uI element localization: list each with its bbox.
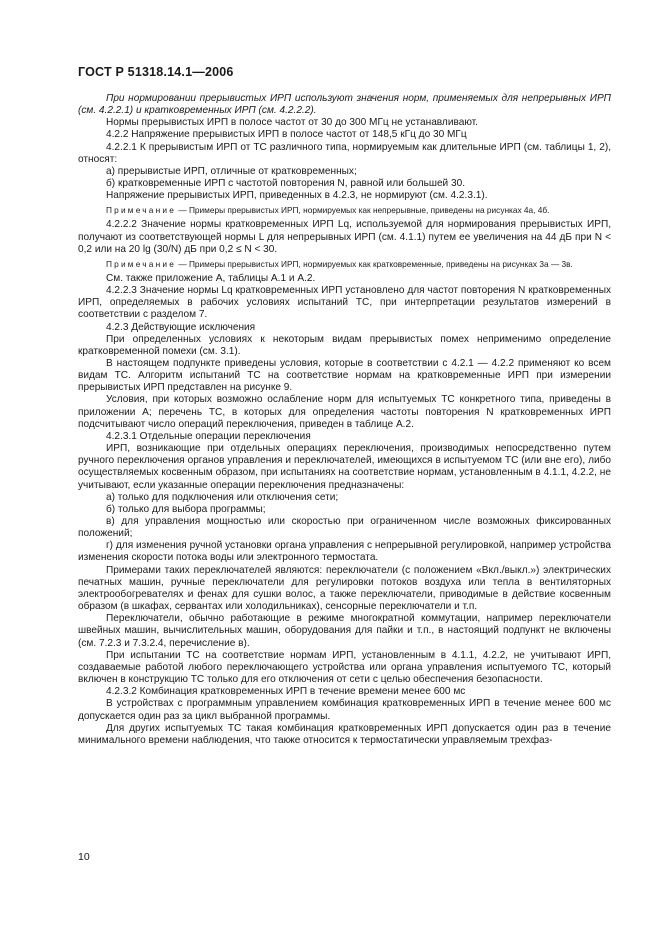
note-label: Примечание bbox=[106, 258, 177, 269]
paragraph: Примерами таких переключателей являются: переключатели (с положением «Вкл./выкл.») электрических печатных машин, ручные переключатели для регулировки потоков воздуха или тепла в вентиляторных электрообогревателях и фенах для сушки волос, а также переключатели, приводимые в действие косвенным образом (в шкафах, сервантах или холодильниках), сенсорные переключатели и т.п. bbox=[78, 564, 611, 613]
note bbox=[78, 205, 611, 216]
paragraph: Условия, при которых возможно ослабление норм для испытуемых ТС конкретного типа, приведены в приложении А; перечень ТС, в которых для определения частоты повторения N кратковременных ИРП подсчитывают число операций переключения, приведен в таблице А.2. bbox=[78, 394, 611, 430]
paragraph: 4.2.2.1 К прерывистым ИРП от ТС различного типа, нормируемым как длительные ИРП (см. таблицы 1, 2), относят: bbox=[78, 141, 611, 165]
page-number: 10 bbox=[78, 851, 90, 863]
paragraph: В устройствах с программным управлением комбинация кратковременных ИРП в течение менее 600 мс допускается один раз за цикл выбранной программы. bbox=[78, 698, 611, 722]
section-heading: 4.2.2 Напряжение прерывистых ИРП в полосе частот от 148,5 кГц до 30 МГц bbox=[106, 129, 467, 141]
section-heading: 4.2.3.2 Комбинация кратковременных ИРП в течение времени менее 600 мс bbox=[106, 686, 466, 698]
section-heading: 4.2.3.1 Отдельные операции переключения bbox=[106, 430, 311, 442]
paragraph: При испытании ТС на соответствие нормам ИРП, установленным в 4.1.1, 4.2.2, не учитывают ИРП, создаваемые работой любого переключающего устройства или органа управления испытуемого ТС, который включен в конструкцию ТС только для его отключения от сети с целью обеспечения безопасности. bbox=[78, 649, 611, 686]
paragraph: 4.2.2.2 Значение нормы кратковременных ИРП Lq, используемой для нормирования прерывистых ИРП, получают из соответствующей нормы L для непрерывных ИРП (см. 4.1.1) путем ее увеличения на 44 дБ при N < 0,2 или на 20 lg (30/N) дБ при 0,2 ≤ N < 30. bbox=[78, 219, 611, 255]
list-item: в) для управления мощностью или скоростью при ограниченном числе возможных фиксированных положений; bbox=[78, 516, 611, 540]
paragraph: При определенных условиях к некоторым видам прерывистых помех неприменимо определение кратковременной помехи (см. 3.1). bbox=[78, 333, 611, 357]
note-text: — Примеры прерывистых ИРП, нормируемых как кратковременные, приведены на рисунках 3а — 3в. bbox=[176, 258, 573, 269]
section-heading: 4.2.3 Действующие исключения bbox=[106, 321, 256, 333]
list-item: а) прерывистые ИРП, отличные от кратковременных; bbox=[106, 165, 357, 177]
paragraph: Нормы прерывистых ИРП в полосе частот от 30 до 300 МГц не устанавливают. bbox=[106, 117, 478, 129]
paragraph: При нормировании прерывистых ИРП используют значения норм, применяемых для непрерывных ИРП (см. 4.2.2.1) и кратковременных ИРП (см. 4.2.2.2). bbox=[78, 93, 611, 117]
document-body bbox=[78, 93, 611, 747]
list-item: б) кратковременные ИРП с частотой повторения N, равной или большей 30. bbox=[106, 178, 466, 190]
paragraph: Для других испытуемых ТС такая комбинация кратковременных ИРП допускается один раз в течение минимального времени наблюдения, что также относится к термостатически управляемым трехфаз- bbox=[78, 722, 611, 746]
paragraph: ИРП, возникающие при отдельных операциях переключения, производимых непосредственно путем ручного переключения органов управления и переключателей, имеющихся в испытуемом ТС (или вне его), либо осуществляемых косвенным образом, при испытаниях на соответствие нормам, установленным в 4.1.1, 4.2.2, не учитывают, если указанные операции переключения предназначены: bbox=[78, 443, 611, 491]
note bbox=[78, 259, 611, 270]
list-item: а) только для подключения или отключения сети; bbox=[106, 491, 339, 503]
list-item: б) только для выбора программы; bbox=[106, 503, 266, 515]
note-label: Примечание bbox=[106, 205, 177, 216]
note-text: — Примеры прерывистых ИРП, нормируемых как непрерывные, приведены на рисунках 4а, 4б. bbox=[176, 205, 550, 216]
paragraph: См. также приложение А, таблицы А.1 и А.2. bbox=[106, 272, 316, 284]
paragraph: 4.2.2.3 Значение нормы Lq кратковременных ИРП установлено для частот повторения N кратковременных ИРП, определяемых в рабочих условиях испытаний ТС, при интерпретации результатов измерений в соответствии с разделом 7. bbox=[78, 285, 611, 321]
standard-header: ГОСТ Р 51318.14.1—2006 bbox=[78, 65, 234, 79]
paragraph: Переключатели, обычно работающие в режиме многократной коммутации, например переключатели швейных машин, вычислительных машин, оборудования для пайки и т.п., в настоящий подпункт не включены (см. 7.2.3 и 7.3.2.4, перечисление в). bbox=[78, 613, 611, 649]
list-item: г) для изменения ручной установки органа управления с непрерывной регулировкой, например устройства изменения скорости потока воды или электронного термостата. bbox=[78, 540, 611, 564]
paragraph: Напряжение прерывистых ИРП, приведенных в 4.2.3, не нормируют (см. 4.2.3.1). bbox=[106, 190, 488, 202]
paragraph: В настоящем подпункте приведены условия, которые в соответствии с 4.2.1 — 4.2.2 применяют ко всем видам ТС. Алгоритм испытаний ТС на соответствие нормам на кратковременные ИРП при измерении прерывистых ИРП представлен на рисунке 9. bbox=[78, 357, 611, 394]
